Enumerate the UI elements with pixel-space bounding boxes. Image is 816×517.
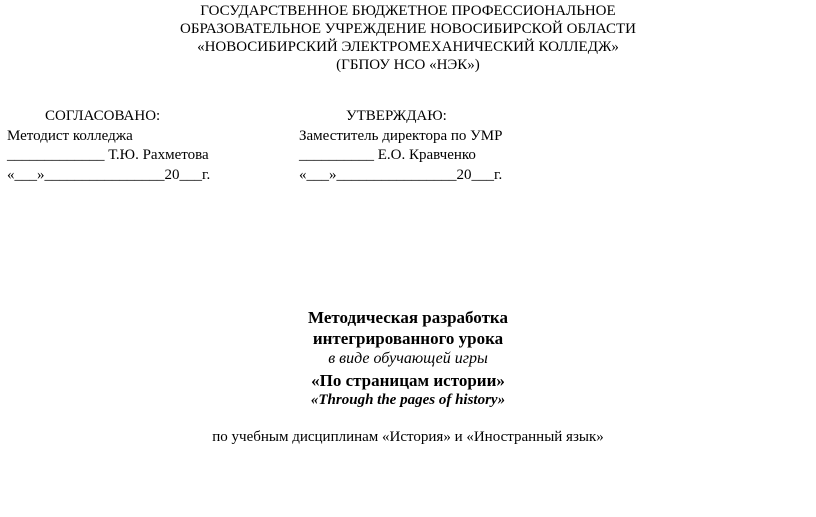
- title-line-3: в виде обучающей игры: [328, 350, 488, 367]
- disciplines-line: по учебным дисциплинам «История» и «Иностранный язык»: [212, 429, 604, 445]
- approval-right-date-line: «___»________________20___г.: [299, 167, 503, 183]
- title-line-4: «По страницам истории»: [311, 371, 505, 390]
- approval-right-signature-line: __________ Е.О. Кравченко: [299, 147, 476, 163]
- header-line-3: «НОВОСИБИРСКИЙ ЭЛЕКТРОМЕХАНИЧЕСКИЙ КОЛЛЕДЖ»: [197, 39, 619, 55]
- approval-left-date-line: «___»________________20___г.: [7, 167, 211, 183]
- header-line-1: ГОСУДАРСТВЕННОЕ БЮДЖЕТНОЕ ПРОФЕССИОНАЛЬНОЕ: [200, 3, 616, 19]
- title-line-2: интегрированного урока: [312, 329, 504, 348]
- approval-left-signature-line: _____________ Т.Ю. Рахметова: [7, 147, 209, 163]
- approval-left-title: СОГЛАСОВАНО:: [45, 108, 161, 124]
- header-line-2: ОБРАЗОВАТЕЛЬНОЕ УЧРЕЖДЕНИЕ НОВОСИБИРСКОЙ ОБЛАСТИ: [180, 21, 636, 37]
- approval-left-position: Методист колледжа: [7, 128, 133, 144]
- title-line-5: «Through the pages of history»: [310, 392, 506, 408]
- header-line-4: (ГБПОУ НСО «НЭК»): [336, 57, 480, 73]
- title-line-1: Методическая разработка: [308, 308, 508, 327]
- approval-right-title: УТВЕРЖДАЮ:: [346, 108, 447, 124]
- approval-right-position: Заместитель директора по УМР: [299, 128, 503, 144]
